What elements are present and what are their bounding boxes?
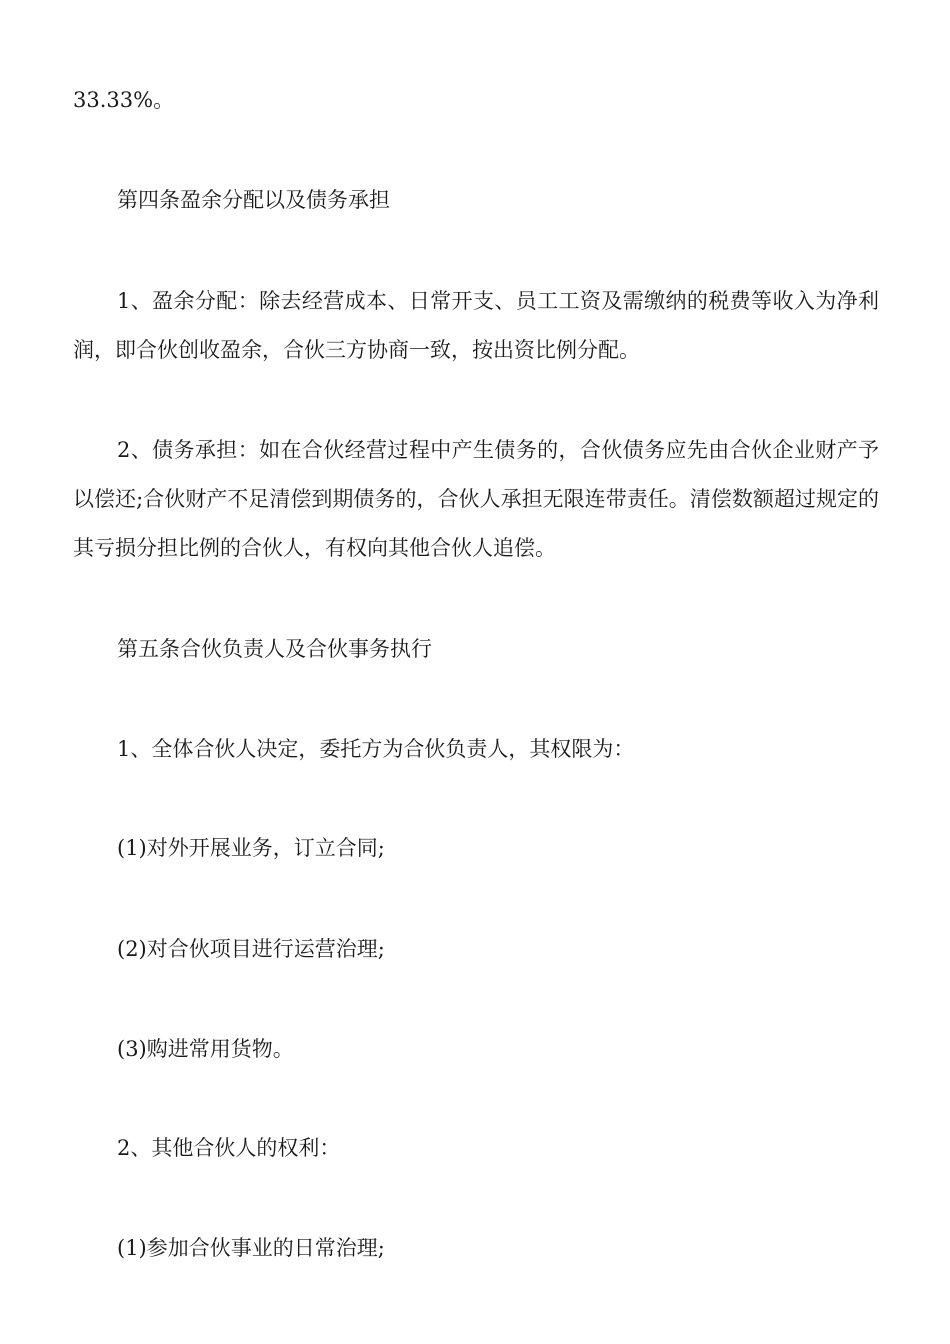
article-5-heading: 第五条合伙负责人及合伙事务执行 [117, 637, 432, 661]
list-item-purchasing: (3)购进常用货物。 [117, 1037, 294, 1061]
paragraph-continuation: 33.33%。 [73, 88, 175, 112]
list-item-business: (1)对外开展业务，订立合同; [117, 836, 385, 860]
paragraph-debt-bearing: 2、债务承担：如在合伙经营过程中产生债务的，合伙债务应先由合伙企业财产予以偿还;合伙财产不足清偿到期债务的，合伙人承担无限连带责任。清偿数额超过规定的其亏损分担比例的合伙人，有权向其他合伙人追偿。 [73, 438, 879, 560]
list-item-operations: (2)对合伙项目进行运营治理; [117, 937, 385, 961]
paragraph-partner-decision: 1、全体合伙人决定，委托方为合伙负责人，其权限为： [117, 737, 635, 761]
paragraph-other-partners-rights: 2、其他合伙人的权利： [117, 1136, 341, 1160]
paragraph-profit-distribution: 1、盈余分配：除去经营成本、日常开支、员工工资及需缴纳的税费等收入为净利润，即合伙创收盈余，合伙三方协商一致，按出资比例分配。 [73, 289, 879, 362]
list-item-daily-management: (1)参加合伙事业的日常治理; [117, 1236, 385, 1260]
article-4-heading: 第四条盈余分配以及债务承担 [117, 188, 390, 212]
